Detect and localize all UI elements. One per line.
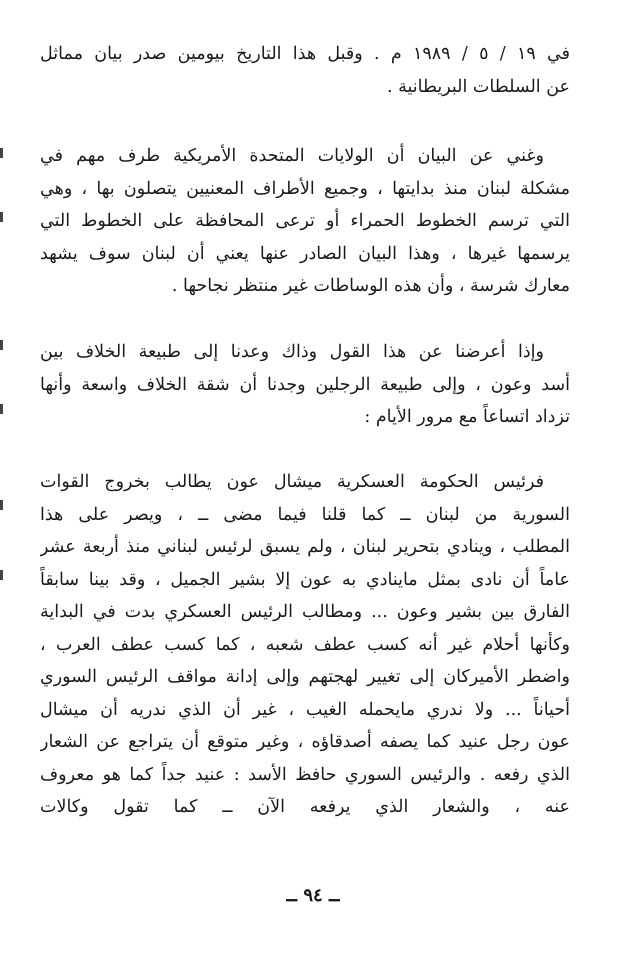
paragraph-4: [40, 466, 570, 824]
text-line: تزداد اتساعاً مع مرور الأيام :: [364, 407, 570, 427]
text-line: عنه ، والشعار الذي يرفعه الآن ــ كما تقول وكالات: [40, 797, 570, 817]
text-line: أحياناً ... ولا ندري مايحمله الغيب ، غير أن الذي ندريه أن ميشال: [40, 699, 570, 720]
margin-mark: [0, 404, 3, 414]
margin-mark: [0, 570, 3, 580]
text-line: واضطر الأميركان إلى تغيير لهجتهم وإلى إدانة مواقف الرئيس السوري: [40, 667, 570, 687]
margin-mark: [0, 500, 3, 510]
text-line: عن السلطات البريطانية .: [387, 76, 570, 97]
text-line: وإذا أعرضنا عن هذا القول وذاك وعدنا إلى طبيعة الخلاف بين: [40, 342, 544, 362]
text-line: وغني عن البيان أن الولايات المتحدة الأمريكية طرف مهم في: [40, 146, 544, 166]
text-line: التي ترسم الخطوط الحمراء أو ترعى المحافظة على الخطوط التي: [40, 211, 570, 231]
margin-mark: [0, 212, 3, 222]
text-line: في ١٩ / ٥ / ١٩٨٩ م . وقبل هذا التاريخ بيومين صدر بيان مماثل: [40, 44, 570, 64]
text-line: يرسمها غيرها ، وهذا البيان الصادر عنها يعني أن لبنان سوف يشهد: [40, 243, 570, 264]
paragraph-3: [40, 336, 570, 434]
text-line: المطلب ، وينادي بتحرير لبنان ، ولم يسبق لرئيس لبناني منذ أربعة عشر: [40, 537, 570, 557]
paragraph-2: [40, 140, 570, 303]
paragraph-1: [40, 38, 570, 103]
text-line: أسد وعون ، وإلى طبيعة الرجلين وجدنا أن شقة الخلاف واسعة وأنها: [40, 374, 570, 395]
text-line: الذي رفعه . والرئيس السوري حافظ الأسد : عنيد جداً كما هو معروف: [40, 764, 570, 785]
text-line: فرئيس الحكومة العسكرية ميشال عون يطالب بخروج القوات: [40, 472, 544, 492]
page-number: ــ ٩٤ ــ: [286, 885, 340, 906]
text-line: الفارق بين بشير وعون ... ومطالب الرئيس العسكري بدت في البداية: [40, 602, 570, 622]
text-line: مشكلة لبنان منذ بدايتها ، وجميع الأطراف المعنيين يتصلون بها ، وهي: [40, 178, 570, 199]
margin-mark: [0, 148, 3, 158]
text-line: عون رجل عنيد كما يصفه أصدقاؤه ، وغير متوقع أن يتراجع عن الشعار: [40, 732, 570, 752]
margin-mark: [0, 340, 3, 350]
text-line: عاماً أن نادى بمثل ماينادي به عون إلا بشير الجميل ، وقد بينا سابقاً: [40, 569, 570, 590]
text-line: السورية من لبنان ــ كما قلنا فيما مضى ــ ، ويصر على هذا: [40, 504, 570, 525]
text-line: معارك شرسة ، وأن هذه الوساطات غير منتظر نجاحها .: [171, 276, 570, 296]
text-line: وكأنها أحلام غير أنه كسب عطف شعبه ، كما كسب عطف العرب ،: [40, 634, 570, 655]
